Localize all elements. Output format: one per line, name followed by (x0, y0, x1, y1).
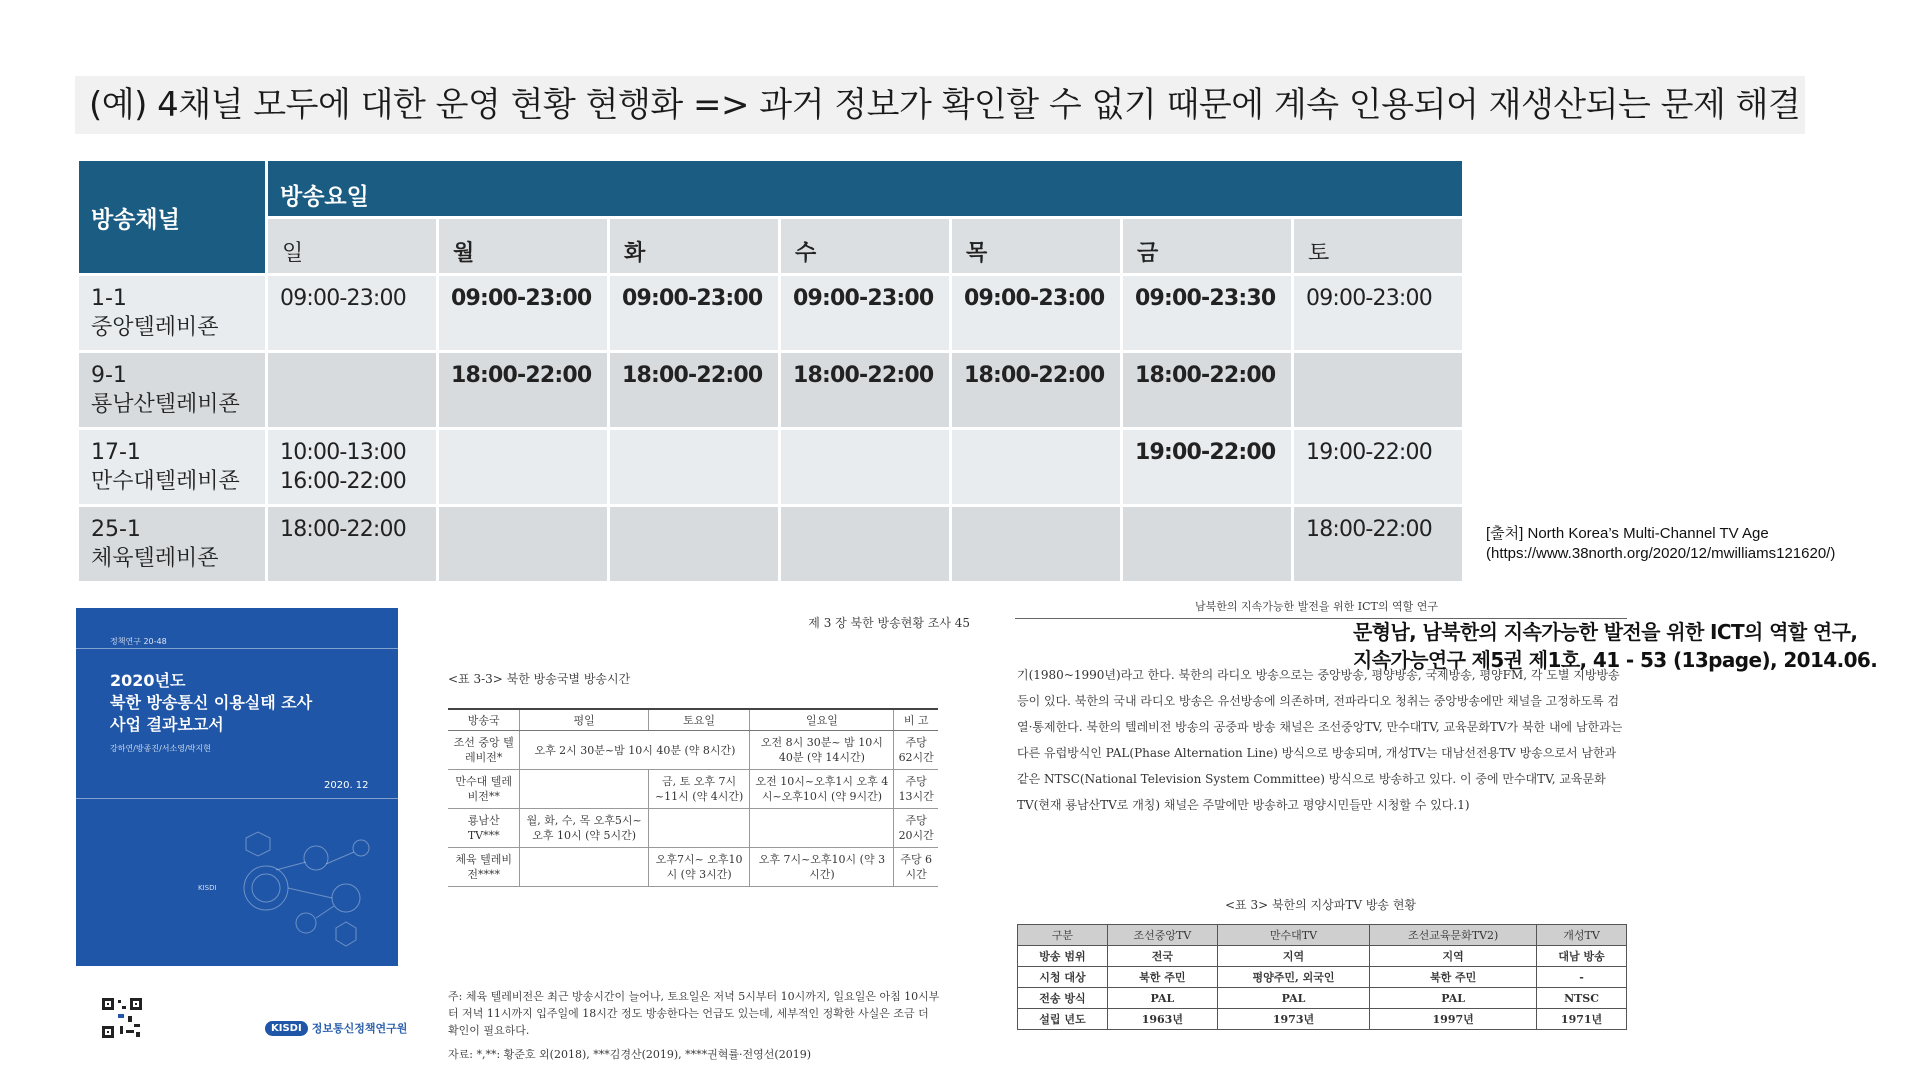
table-cell: 지역 (1217, 946, 1369, 967)
time-cell: 19:00-22:00 (1123, 430, 1291, 504)
day-header-wed: 수 (781, 219, 949, 274)
table-cell: 1997년 (1370, 1009, 1537, 1030)
table-cell (520, 770, 648, 809)
table-row (1018, 1009, 1627, 1030)
table-cell: 주당 62시간 (894, 731, 938, 770)
channel-name: 룡남산텔레비죤 (91, 392, 240, 417)
time-cell (268, 353, 436, 427)
table-cell: 주당 6시간 (894, 848, 938, 887)
network-illustration-icon (226, 818, 386, 958)
table-row (1018, 946, 1627, 967)
time-cell (781, 430, 949, 504)
time-cell (952, 430, 1120, 504)
column-header: 평일 (520, 709, 648, 731)
table-cell: PAL (1370, 988, 1537, 1009)
citation-line: 지속가능연구 제5권 제1호, 41 - 53 (13page), 2014.06. (1353, 648, 1878, 672)
table-cell: 1973년 (1217, 1009, 1369, 1030)
table-cell: 평양주민, 외국인 (1217, 967, 1369, 988)
table-cell: 주당 20시간 (894, 809, 938, 848)
cover-series: 정책연구 20-48 (110, 637, 167, 646)
channel-column-header: 방송채널 (79, 161, 265, 273)
channel-code: 9-1 (91, 363, 127, 388)
table-cell: 만수대 텔레비전** (448, 770, 520, 809)
table-cell: 1971년 (1537, 1009, 1627, 1030)
cover-divider (76, 648, 398, 649)
table-caption: <표 3> 북한의 지상파TV 방송 현황 (1225, 898, 1416, 912)
time-cell: 18:00-22:00 (952, 353, 1120, 427)
qr-code-icon (100, 996, 144, 1040)
channel-name: 체육텔레비죤 (91, 546, 219, 571)
table-caption: <표 3-3> 북한 방송국별 방송시간 (448, 672, 631, 686)
table-cell: 방송 범위 (1018, 946, 1108, 967)
time-cell: 18:00-22:00 (1123, 353, 1291, 427)
scanned-page-broadcast-hours (440, 600, 970, 1070)
day-header-fri: 금 (1123, 219, 1291, 274)
table-cell: 지역 (1370, 946, 1537, 967)
source-note (1486, 524, 1835, 564)
time-cell (439, 507, 607, 581)
day-header-thu: 목 (952, 219, 1120, 274)
time-cell (610, 430, 778, 504)
channel-code: 17-1 (91, 440, 141, 465)
days-group-header: 방송요일 (268, 161, 1462, 216)
body-paragraph: 기(1980~1990년)라고 한다. 북한의 라디오 방송으로는 중앙방송, 평양방송, 국제방송, 평양FM, 각 도별 지방방송 등이 있다. 북한의 국내 라디오 방송은 유선방송에 의존하며, 전파라디오 청취는 중앙방송에만 채널을 고정하도록 검열·통제한다. 북한의 텔레비전 방송의 공중파 방송 채널은 조선중앙TV, 만수대TV, 교육문화TV가 북한 내에 남한과는 다른 유럽방식인 PAL(Phase Alternation Line) 방식으로 방송되며, 개성TV는 대남선전용TV 방송으로서 남한과 같은 NTSC(National Television System Committee) 방식으로 방송하고 있다. 이 중에 만수대TV, 교육문화TV(현재 룡남산TV로 개칭) 채널은 주말에만 방송하고 평양시민들만 시청할 수 있다.1) (1017, 668, 1623, 812)
column-header: 토요일 (648, 709, 750, 731)
time-cell: 18:00-22:00 (268, 507, 436, 581)
table-cell: 1963년 (1107, 1009, 1217, 1030)
time-cell: 09:00-23:00 (1294, 276, 1462, 350)
day-header-tue: 화 (610, 219, 778, 274)
day-header-sun: 일 (268, 219, 436, 274)
table-row (448, 809, 938, 848)
day-header-mon: 월 (439, 219, 607, 274)
table-cell: 북한 주민 (1107, 967, 1217, 988)
table-cell: 오후 2시 30분~밤 10시 40분 (약 8시간) (520, 731, 750, 770)
time-cell (781, 507, 949, 581)
channel-name: 만수대텔레비죤 (91, 469, 240, 494)
table-cell: - (1537, 967, 1627, 988)
table-cell: 오후7시~ 오후10시 (약 3시간) (648, 848, 750, 887)
time-cell (610, 507, 778, 581)
publisher-logo (265, 1020, 407, 1036)
table-cell: 시청 대상 (1018, 967, 1108, 988)
table-cell (648, 809, 750, 848)
time-cell (1294, 353, 1462, 427)
column-header: 방송국 (448, 709, 520, 731)
table-cell: 금, 토 오후 7시~11시 (약 4시간) (648, 770, 750, 809)
cover-title-year: 2020년도 (110, 671, 186, 690)
channel-code: 1-1 (91, 286, 127, 311)
report-cover (76, 608, 398, 966)
channel-cell (79, 430, 265, 504)
column-header: 조선중앙TV (1107, 925, 1217, 946)
table-row (448, 770, 938, 809)
time-cell: 09:00-23:00 (781, 276, 949, 350)
time-cell: 09:00-23:00 (952, 276, 1120, 350)
source-note-url: (https://www.38north.org/2020/12/mwilliams121620/) (1486, 545, 1836, 562)
page-running-head: 제 3 장 북한 방송현황 조사 45 (808, 616, 970, 630)
kisdi-logo-icon: KISDI (265, 1021, 308, 1036)
column-header: 조선교육문화TV2) (1370, 925, 1537, 946)
column-header: 만수대TV (1217, 925, 1369, 946)
citation-line: 문형남, 남북한의 지속가능한 발전을 위한 ICT의 역할 연구, (1353, 620, 1858, 644)
table-cell: 주당 13시간 (894, 770, 938, 809)
terrestrial-tv-table (1017, 924, 1627, 1030)
table-row (1018, 988, 1627, 1009)
table-cell: PAL (1217, 988, 1369, 1009)
source-note-title: [출처] North Korea’s Multi-Channel TV Age (1486, 525, 1769, 542)
page-running-head: 남북한의 지속가능한 발전을 위한 ICT의 역할 연구 (1195, 600, 1438, 613)
column-header: 구분 (1018, 925, 1108, 946)
table-source: 자료: *,**: 황준호 외(2018), ***김경산(2019), ****권혁률·전영선(2019) (448, 1048, 812, 1061)
table-cell: 대남 방송 (1537, 946, 1627, 967)
time-cell: 18:00-22:00 (781, 353, 949, 427)
publisher-name: 정보통신정책연구원 (311, 1022, 408, 1035)
table-row (1018, 967, 1627, 988)
table-row (79, 353, 1462, 427)
table-row (79, 430, 1462, 504)
table-cell: 북한 주민 (1370, 967, 1537, 988)
cover-authors: 강하연/방종진/서소영/박지현 (110, 744, 211, 753)
channel-cell (79, 353, 265, 427)
cover-title-main: 북한 방송통신 이용실태 조사 (110, 693, 313, 712)
time-cell: 09:00-23:00 (439, 276, 607, 350)
broadcast-hours-table (448, 708, 938, 887)
channel-cell (79, 507, 265, 581)
table-row (448, 848, 938, 887)
cover-title-sub: 사업 결과보고서 (110, 715, 224, 734)
table-row (79, 507, 1462, 581)
day-header-sat: 토 (1294, 219, 1462, 274)
time-cell: 18:00-22:00 (1294, 507, 1462, 581)
time-cell (1123, 507, 1291, 581)
time-cell: 18:00-22:00 (610, 353, 778, 427)
headline-banner: (예) 4채널 모두에 대한 운영 현황 현행화 => 과거 정보가 확인할 수 없기 때문에 계속 인용되어 재생산되는 문제 해결 (75, 76, 1805, 134)
table-note: 주: 체육 텔레비전은 최근 방송시간이 늘어나, 토요일은 저녁 5시부터 10시까지, 일요일은 아침 10시부터 저녁 11시까지 입주일에 18시간 정도 방송한다는 언급도 있는데, 세부적인 정확한 사실은 조금 더 확인이 필요하다. (448, 990, 940, 1037)
table-cell: 조선 중앙 텔레비전* (448, 731, 520, 770)
cover-logo-mark: KISDI (198, 884, 217, 892)
table-cell (520, 848, 648, 887)
table-row (448, 731, 938, 770)
time-cell: 09:00-23:30 (1123, 276, 1291, 350)
time-cell: 19:00-22:00 (1294, 430, 1462, 504)
table-cell: 오전 8시 30분~ 밤 10시 40분 (약 14시간) (750, 731, 894, 770)
channel-name: 중앙텔레비죤 (91, 315, 219, 340)
table-cell: 월, 화, 수, 목 오후5시~ 오후 10시 (약 5시간) (520, 809, 648, 848)
time-cell: 09:00-23:00 (610, 276, 778, 350)
table-cell: 룡남산 TV*** (448, 809, 520, 848)
time-cell: 18:00-22:00 (439, 353, 607, 427)
cover-date: 2020. 12 (324, 780, 369, 791)
scanned-page-ict-study (1015, 596, 1878, 1066)
table-cell (750, 809, 894, 848)
table-cell: 전송 방식 (1018, 988, 1108, 1009)
time-cell: 10:00-13:00 16:00-22:00 (268, 430, 436, 504)
channel-cell (79, 276, 265, 350)
column-header: 비 고 (894, 709, 938, 731)
time-cell: 09:00-23:00 (268, 276, 436, 350)
table-cell: 설립 년도 (1018, 1009, 1108, 1030)
broadcast-schedule-table (76, 158, 1465, 584)
cover-divider (76, 798, 398, 799)
table-cell: NTSC (1537, 988, 1627, 1009)
table-cell: 오후 7시~오후10시 (약 3시간) (750, 848, 894, 887)
column-header: 일요일 (750, 709, 894, 731)
channel-code: 25-1 (91, 517, 141, 542)
table-row (79, 276, 1462, 350)
table-cell: PAL (1107, 988, 1217, 1009)
table-cell: 오전 10시~오후1시 오후 4시~오후10시 (약 9시간) (750, 770, 894, 809)
table-cell: 전국 (1107, 946, 1217, 967)
column-header: 개성TV (1537, 925, 1627, 946)
table-cell: 체육 텔레비전**** (448, 848, 520, 887)
time-cell (952, 507, 1120, 581)
time-cell (439, 430, 607, 504)
